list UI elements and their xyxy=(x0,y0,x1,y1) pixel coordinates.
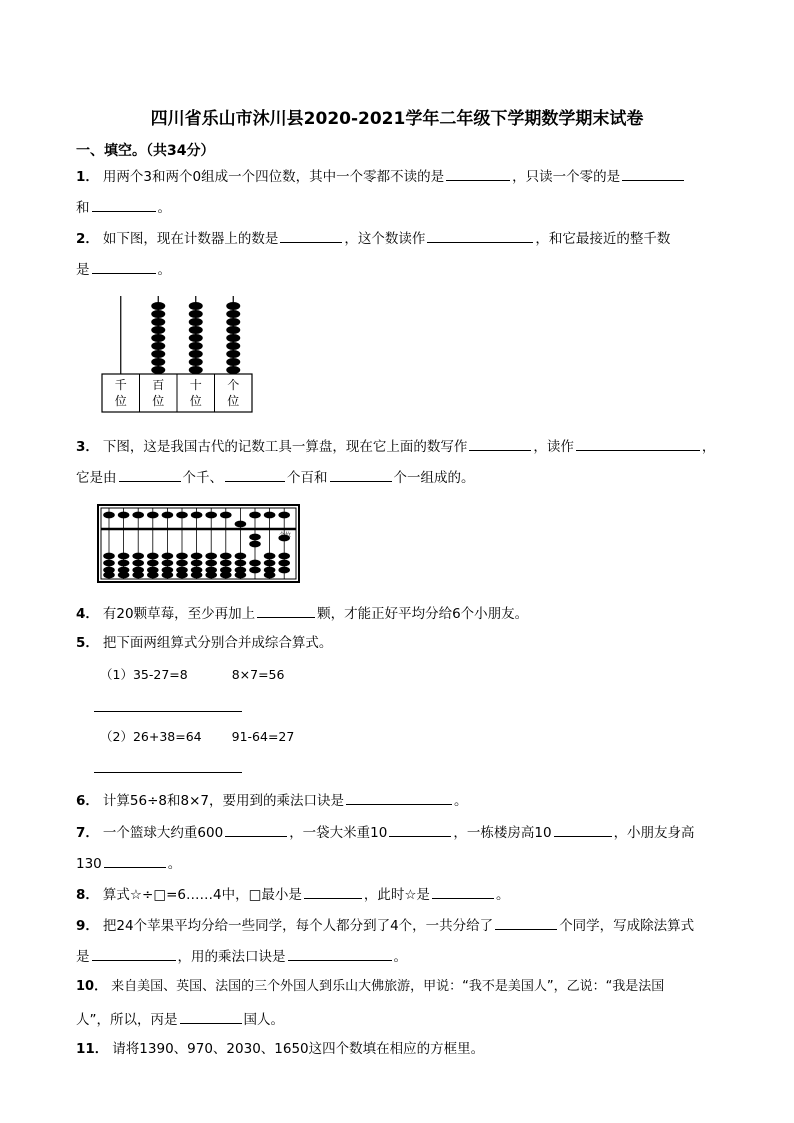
question-2-cont: 是 。 xyxy=(76,259,171,279)
abacus-bead xyxy=(147,572,159,579)
abacus-bead xyxy=(132,560,144,567)
abacus-bead xyxy=(220,560,232,567)
counter-bead xyxy=(226,318,240,326)
section-heading: 一、填空。（共34分） xyxy=(76,143,215,159)
abacus-bead xyxy=(205,512,217,519)
counter-label: 位 xyxy=(152,394,165,408)
abacus-bead xyxy=(235,560,247,567)
answer-blank[interactable] xyxy=(280,228,342,243)
question-3: 3． 下图，这是我国古代的记数工具一算盘，现在它上面的数写作 ，读作 ， xyxy=(76,436,715,456)
abacus-bead xyxy=(162,553,174,560)
question-8: 8． 算式☆÷□=6……4中，□最小是 ，此时☆是 。 xyxy=(76,884,509,904)
abacus-bead xyxy=(205,553,217,560)
counter-bead xyxy=(189,310,203,318)
abacus-bead xyxy=(235,521,247,528)
abacus-bead xyxy=(191,553,203,560)
abacus-bead xyxy=(249,541,261,548)
page-title: 四川省乐山市沐川县2020-2021学年二年级下学期数学期末试卷 xyxy=(150,109,644,129)
counter-bead xyxy=(151,310,165,318)
abacus-bead xyxy=(118,553,130,560)
counter-bead xyxy=(226,334,240,342)
abacus-bead xyxy=(176,572,188,579)
question-9-cont: 是 ，用的乘法口诀是 。 xyxy=(76,946,407,966)
counter-bead xyxy=(226,326,240,334)
abacus-bead xyxy=(278,553,290,560)
counter-bead xyxy=(226,358,240,366)
abacus-bead xyxy=(249,512,261,519)
question-9: 9． 把24个苹果平均分给一些同学，每个人都分到了4个，一共分给了 个同学，写成除法算式 xyxy=(76,915,694,935)
abacus-bead xyxy=(103,512,115,519)
abacus-bead xyxy=(264,560,276,567)
counter-bead xyxy=(151,318,165,326)
abacus-bead xyxy=(147,560,159,567)
counter-label: 位 xyxy=(189,394,202,408)
answer-blank[interactable] xyxy=(257,603,315,618)
abacus-bead xyxy=(103,560,115,567)
abacus-bead xyxy=(249,567,261,574)
answer-blank[interactable] xyxy=(304,884,362,899)
counter-bead xyxy=(226,302,240,310)
counter-label: 位 xyxy=(114,394,127,408)
answer-blank[interactable] xyxy=(180,1009,242,1024)
counter-label: 千 xyxy=(114,378,127,392)
counter-bead xyxy=(189,318,203,326)
question-11: 11． 请将1390、970、2030、1650这四个数填在相应的方框里。 xyxy=(76,1041,485,1057)
answer-blank[interactable] xyxy=(389,822,451,837)
abacus-bead xyxy=(176,512,188,519)
abacus-bead xyxy=(220,553,232,560)
answer-blank[interactable] xyxy=(330,467,392,482)
abacus-bead xyxy=(147,512,159,519)
answer-blank[interactable] xyxy=(469,436,531,451)
counter-bead xyxy=(151,342,165,350)
abacus-bead xyxy=(220,512,232,519)
question-3-cont: 它是由 个千、 个百和 个一组成的。 xyxy=(76,467,475,487)
abacus-bead xyxy=(191,560,203,567)
abacus-bead xyxy=(162,560,174,567)
counter-bead xyxy=(151,366,165,374)
abacus-bead xyxy=(118,560,130,567)
answer-blank[interactable] xyxy=(225,822,287,837)
question-7: 7． 一个篮球大约重600 ，一袋大米重10 ，一栋楼房高10 ，小朋友身高 xyxy=(76,822,695,842)
abacus-bead xyxy=(278,512,290,519)
answer-blank[interactable] xyxy=(622,166,684,181)
abacus-bead xyxy=(176,560,188,567)
counter-bead xyxy=(226,310,240,318)
abacus-bead xyxy=(264,553,276,560)
counter-bead xyxy=(189,358,203,366)
counter-bead xyxy=(151,358,165,366)
question-5-part-1: （1）35-27=8 8×7=56 xyxy=(100,667,285,682)
question-1: 1． 用两个3和两个0组成一个四位数，其中一个零都不读的是 ，只读一个零的是 xyxy=(76,166,686,186)
answer-blank[interactable] xyxy=(554,822,612,837)
abacus-bead xyxy=(205,560,217,567)
counter-bead xyxy=(226,342,240,350)
abacus-bead xyxy=(118,572,130,579)
abacus-bead xyxy=(235,572,247,579)
answer-blank[interactable] xyxy=(446,166,510,181)
counter-label: 十 xyxy=(189,378,202,392)
counter-bead xyxy=(189,334,203,342)
answer-blank[interactable] xyxy=(225,467,285,482)
answer-blank[interactable] xyxy=(92,259,156,274)
abacus-bead xyxy=(162,572,174,579)
answer-blank[interactable] xyxy=(92,946,176,961)
counter-bead xyxy=(151,326,165,334)
counter-bead xyxy=(189,302,203,310)
question-5-part-2: （2）26+38=64 91-64=27 xyxy=(100,729,295,744)
abacus-bead xyxy=(264,512,276,519)
answer-blank[interactable] xyxy=(576,436,700,451)
question-5: 5． 把下面两组算式分别合并成综合算式。 xyxy=(76,635,333,651)
abacus-bead xyxy=(118,512,130,519)
abacus-bead xyxy=(103,572,115,579)
counter-bead xyxy=(189,366,203,374)
answer-blank[interactable] xyxy=(288,946,392,961)
counter-bead xyxy=(189,350,203,358)
abacus-bead xyxy=(191,572,203,579)
counter-bead xyxy=(226,366,240,374)
question-7-cont: 130 。 xyxy=(76,853,181,873)
question-4: 4． 有20颗草莓，至少再加上 颗，才能正好平均分给6个小朋友。 xyxy=(76,603,528,623)
answer-line[interactable] xyxy=(94,772,242,773)
counter-bead xyxy=(189,326,203,334)
answer-blank[interactable] xyxy=(119,467,181,482)
counter-bead xyxy=(226,350,240,358)
abacus-bead xyxy=(235,553,247,560)
abacus-bead xyxy=(162,512,174,519)
answer-blank[interactable] xyxy=(92,197,156,212)
question-6: 6． 计算56÷8和8×7，要用到的乘法口诀是 。 xyxy=(76,790,467,810)
counter-bead xyxy=(151,334,165,342)
counter-figure xyxy=(100,290,256,416)
counter-label: 个 xyxy=(227,378,240,392)
abacus-bead xyxy=(249,560,261,567)
answer-blank[interactable] xyxy=(346,790,452,805)
counter-label: 位 xyxy=(227,394,240,408)
abacus-bead xyxy=(132,553,144,560)
counter-bead xyxy=(189,342,203,350)
answer-blank[interactable] xyxy=(432,884,494,899)
abacus-bead xyxy=(249,534,261,541)
abacus-bead xyxy=(220,572,232,579)
abacus-bead xyxy=(191,512,203,519)
answer-blank[interactable] xyxy=(104,853,166,868)
abacus-bead xyxy=(176,553,188,560)
abacus-bead xyxy=(264,572,276,579)
abacus-bead xyxy=(205,572,217,579)
abacus-bead xyxy=(147,553,159,560)
abacus-bead xyxy=(278,560,290,567)
question-10-cont: 人”，所以，丙是 国人。 xyxy=(76,1009,284,1029)
counter-bead xyxy=(151,302,165,310)
abacus-unit-mark: 个位 xyxy=(278,532,292,539)
abacus-bead xyxy=(132,572,144,579)
question-10: 10． 来自美国、英国、法国的三个外国人到乐山大佛旅游，甲说：“我不是美国人”，乙说：“我是法国 xyxy=(76,979,665,994)
question-2: 2． 如下图，现在计数器上的数是 ，这个数读作 ，和它最接近的整千数 xyxy=(76,228,670,248)
counter-bead xyxy=(151,350,165,358)
abacus-bead xyxy=(103,553,115,560)
counter-label: 百 xyxy=(152,378,165,392)
answer-blank[interactable] xyxy=(495,915,557,930)
abacus-bead xyxy=(278,567,290,574)
abacus-figure xyxy=(97,504,301,584)
answer-line[interactable] xyxy=(94,711,242,712)
answer-blank[interactable] xyxy=(427,228,533,243)
abacus-bead xyxy=(132,512,144,519)
question-1-cont: 和 。 xyxy=(76,197,171,217)
